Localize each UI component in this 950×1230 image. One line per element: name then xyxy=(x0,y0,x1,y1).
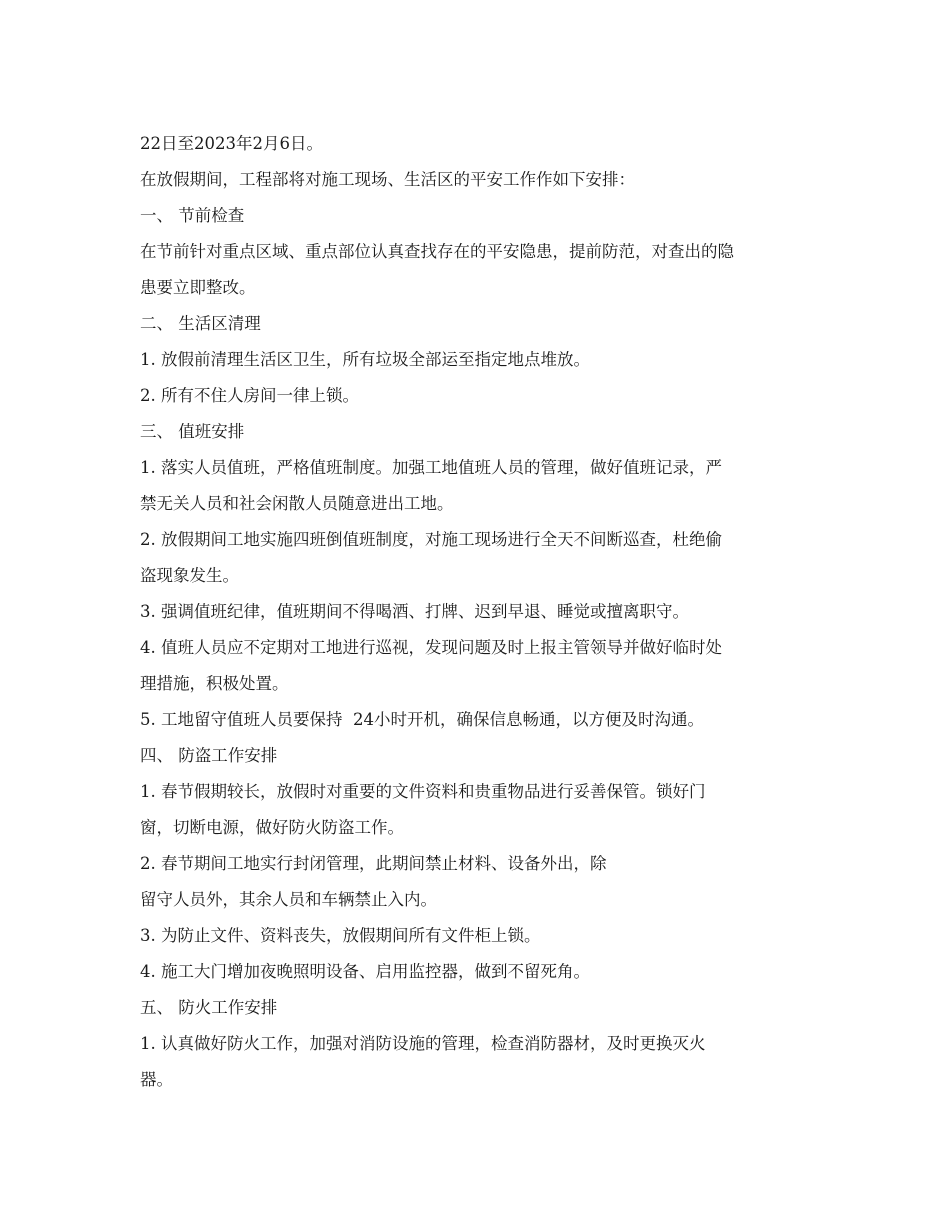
list-item: 4. 值班人员应不定期对工地进行巡视，发现问题及时上报主管领导并做好临时处 xyxy=(140,638,722,657)
list-item: 3. 为防止文件、资料丧失，放假期间所有文件柜上锁。 xyxy=(140,926,541,945)
section-heading: 五、 防火工作安排 xyxy=(140,998,278,1017)
text-line: 22日至2023年2月6日。 xyxy=(140,134,323,153)
list-item: 2. 春节期间工地实行封闭管理，此期间禁止材料、设备外出，除 xyxy=(140,854,607,873)
section-heading: 一、 节前检查 xyxy=(140,206,245,225)
list-item: 1. 春节假期较长，放假时对重要的文件资料和贵重物品进行妥善保管。锁好门 xyxy=(140,782,706,801)
list-item: 2. 所有不住人房间一律上锁。 xyxy=(140,386,359,405)
section-heading: 四、 防盗工作安排 xyxy=(140,746,278,765)
section-heading: 三、 值班安排 xyxy=(140,422,245,441)
text-line: 在节前针对重点区域、重点部位认真查找存在的平安隐患，提前防范，对查出的隐 xyxy=(140,242,734,261)
text-line: 禁无关人员和社会闲散人员随意进出工地。 xyxy=(140,494,454,513)
text-line: 患要立即整改。 xyxy=(140,278,256,297)
list-item: 3. 强调值班纪律，值班期间不得喝酒、打牌、迟到早退、睡觉或擅离职守。 xyxy=(140,602,689,621)
text-line: 器。 xyxy=(140,1070,173,1089)
list-item: 1. 放假前清理生活区卫生，所有垃圾全部运至指定地点堆放。 xyxy=(140,350,590,369)
text-line: 盗现象发生。 xyxy=(140,566,239,585)
list-item: 1. 认真做好防火工作，加强对消防设施的管理，检查消防器材，及时更换灭火 xyxy=(140,1034,706,1053)
list-item: 2. 放假期间工地实施四班倒值班制度，对施工现场进行全天不间断巡查，杜绝偷 xyxy=(140,530,722,549)
list-item: 4. 施工大门增加夜晚照明设备、启用监控器，做到不留死角。 xyxy=(140,962,590,981)
document-body xyxy=(140,126,820,1098)
list-item: 1. 落实人员值班，严格值班制度。加强工地值班人员的管理，做好值班记录，严 xyxy=(140,458,722,477)
text-line: 留守人员外，其余人员和车辆禁止入内。 xyxy=(140,890,437,909)
text-line: 在放假期间，工程部将对施工现场、生活区的平安工作作如下安排： xyxy=(140,170,635,189)
text-line: 窗，切断电源，做好防火防盗工作。 xyxy=(140,818,404,837)
list-item: 5. 工地留守值班人员要保持 24小时开机，确保信息畅通，以方便及时沟通。 xyxy=(140,710,704,729)
text-line: 理措施，积极处置。 xyxy=(140,674,289,693)
section-heading: 二、 生活区清理 xyxy=(140,314,261,333)
